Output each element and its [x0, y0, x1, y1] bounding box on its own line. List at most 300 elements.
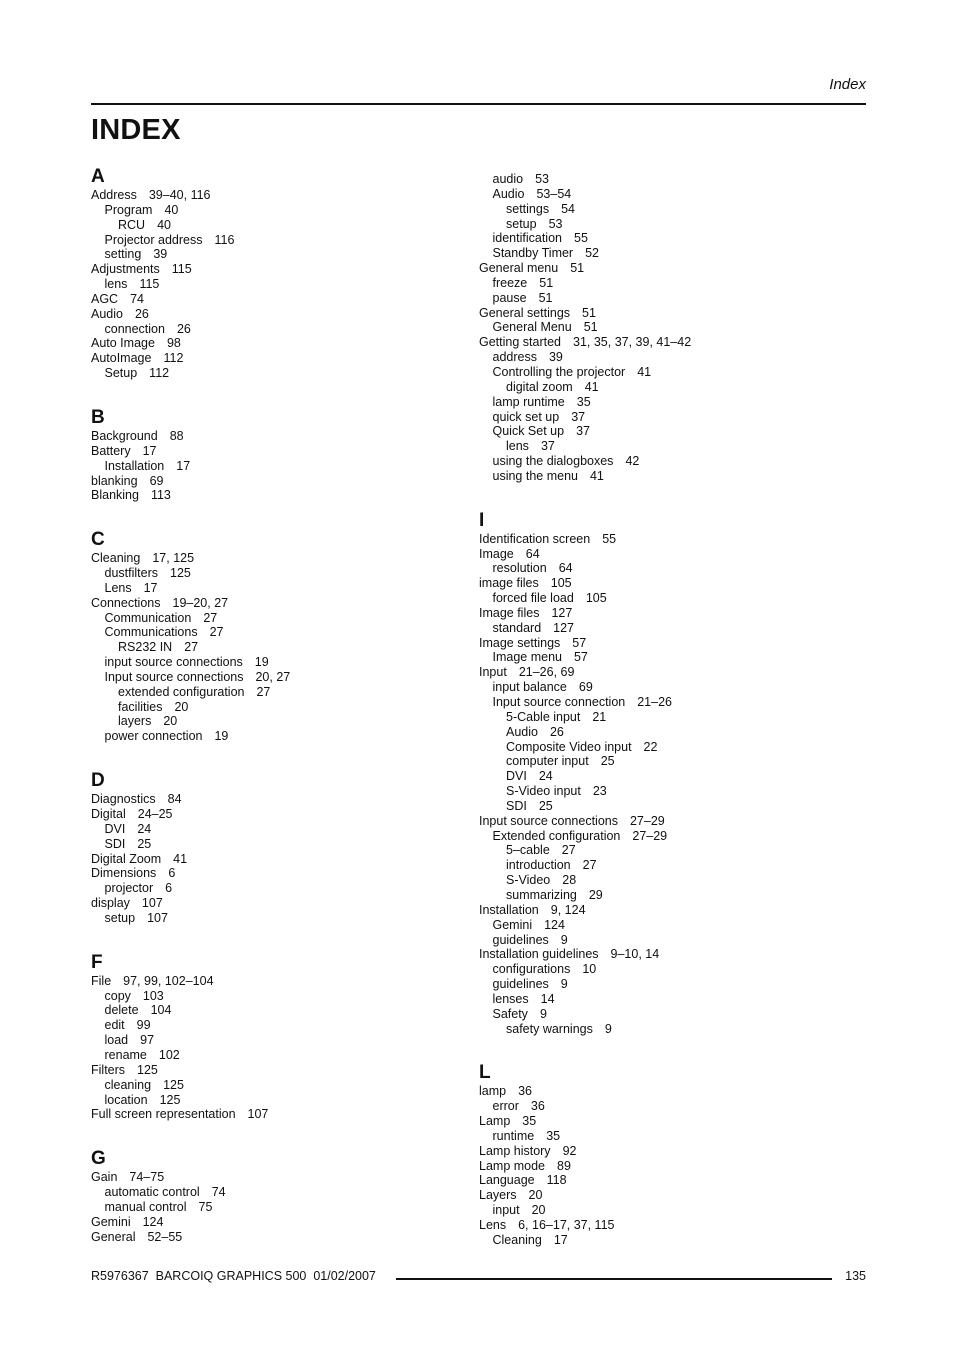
- index-term: lamp: [479, 1084, 507, 1099]
- index-term: Identification screen: [479, 531, 591, 546]
- index-entry: [479, 532, 849, 547]
- index-letter-heading: G: [91, 1148, 106, 1170]
- index-pages: 39: [153, 247, 168, 262]
- index-term: DVI: [104, 821, 126, 836]
- index-pages: 41: [584, 379, 599, 394]
- index-term: automatic control: [104, 1185, 200, 1200]
- index-term: General Menu: [492, 320, 572, 335]
- index-pages: 25: [600, 754, 615, 769]
- index-pages: 53: [535, 172, 549, 186]
- index-entry: [479, 873, 849, 888]
- index-pages: 20: [174, 699, 189, 714]
- index-entry: [479, 636, 849, 651]
- index-term: Input source connection: [492, 695, 626, 709]
- index-pages: 35: [546, 1128, 561, 1143]
- index-entry: [479, 962, 849, 977]
- index-term: cleaning: [104, 1077, 152, 1092]
- index-entry: [91, 566, 461, 581]
- index-pages: 17: [142, 443, 157, 458]
- index-entry: [479, 1099, 849, 1114]
- index-entry: [91, 1185, 461, 1200]
- index-pages: 124: [142, 1214, 164, 1229]
- index-pages: 51: [583, 320, 598, 335]
- index-term: S-Video input: [506, 784, 581, 799]
- index-term: Image files: [479, 605, 540, 620]
- index-term: Audio: [91, 306, 123, 321]
- index-pages: 102: [158, 1047, 180, 1062]
- index-pages: 20: [163, 714, 178, 729]
- index-pages: 52–55: [147, 1229, 183, 1244]
- index-term: configurations: [492, 962, 571, 977]
- index-entry: [91, 1078, 461, 1093]
- index-pages: 21: [592, 709, 607, 724]
- index-term: pause: [492, 290, 527, 305]
- index-entry: [91, 366, 461, 381]
- index-letter-heading: D: [91, 770, 105, 792]
- index-pages: 69: [578, 680, 593, 695]
- index-pages: 20: [531, 1203, 546, 1218]
- index-term: address: [492, 350, 537, 365]
- index-entry: [479, 858, 849, 873]
- index-term: Address: [91, 188, 137, 202]
- page-number: 135: [845, 1269, 866, 1283]
- index-entry: [479, 380, 849, 395]
- index-term: Dimensions: [91, 866, 157, 881]
- index-entry: [91, 247, 461, 262]
- index-pages: 26: [176, 321, 191, 336]
- section-gap: [91, 503, 461, 529]
- index-term: standard: [492, 620, 542, 635]
- index-term: Lamp: [479, 1114, 511, 1129]
- index-column-left: [91, 166, 461, 1244]
- index-entry: [479, 799, 849, 814]
- index-term: setup: [104, 910, 136, 925]
- index-pages: 39: [548, 350, 563, 365]
- index-pages: 27: [209, 625, 224, 640]
- index-entry: [91, 670, 461, 685]
- index-term: input balance: [492, 680, 567, 695]
- index-term: Gemini: [492, 917, 533, 932]
- index-term: setting: [104, 247, 142, 262]
- index-term: Connections: [91, 595, 161, 610]
- index-pages: 27–29: [629, 813, 665, 828]
- index-pages: 107: [147, 910, 168, 925]
- index-term: delete: [104, 1003, 139, 1018]
- index-pages: 115: [171, 262, 192, 277]
- index-term: File: [91, 973, 112, 988]
- index-term: Image settings: [479, 635, 561, 650]
- index-term: using the dialogboxes: [492, 454, 614, 469]
- index-term: image files: [479, 576, 539, 591]
- index-term: computer input: [506, 754, 589, 769]
- index-pages: 6: [168, 866, 176, 881]
- index-pages: 118: [546, 1173, 567, 1188]
- index-pages: 17: [553, 1232, 568, 1247]
- index-letter-heading: I: [479, 509, 485, 531]
- index-entry: [479, 1173, 849, 1188]
- index-pages: 125: [137, 1062, 158, 1077]
- index-pages: 36: [518, 1084, 532, 1099]
- index-entry: [91, 351, 461, 366]
- index-pages: 125: [159, 1092, 181, 1107]
- index-pages: 25: [137, 836, 152, 851]
- index-entry: [91, 307, 461, 322]
- index-pages: 69: [149, 473, 164, 488]
- index-entry: [479, 1218, 849, 1233]
- index-term: Lamp mode: [479, 1158, 546, 1173]
- index-pages: 88: [169, 428, 184, 443]
- index-pages: 28: [562, 873, 577, 888]
- index-term: Audio: [506, 724, 538, 739]
- index-term: Quick Set up: [492, 424, 565, 439]
- index-term: Installation: [479, 902, 539, 917]
- index-term: SDI: [506, 798, 527, 813]
- index-pages: 17: [176, 458, 191, 473]
- index-pages: 9–10, 14: [610, 947, 660, 962]
- index-term: safety warnings: [506, 1021, 593, 1036]
- index-entry: [91, 625, 461, 640]
- section-gap: [91, 926, 461, 952]
- index-entry: [479, 947, 849, 962]
- index-pages: 51: [539, 275, 554, 290]
- index-pages: 24–25: [137, 807, 173, 821]
- index-letter-heading: B: [91, 406, 105, 428]
- index-term: guidelines: [492, 977, 549, 992]
- index-term: Setup: [104, 366, 138, 381]
- index-term: Controlling the projector: [492, 364, 626, 379]
- index-entry: [479, 695, 849, 710]
- index-pages: 112: [149, 366, 170, 381]
- index-entry: [91, 459, 461, 474]
- index-pages: 51: [570, 261, 585, 276]
- index-entry: [91, 1003, 461, 1018]
- running-head: Index: [829, 76, 866, 93]
- index-entry: [479, 665, 849, 680]
- index-term: settings: [506, 201, 550, 216]
- index-pages: 112: [163, 351, 184, 366]
- index-entry: [91, 714, 461, 729]
- index-term: using the menu: [492, 468, 578, 483]
- index-pages: 57: [572, 635, 587, 650]
- index-entry: [479, 231, 849, 246]
- index-term: General: [91, 1229, 136, 1244]
- index-entry: [479, 276, 849, 291]
- index-entry: [91, 1107, 461, 1122]
- index-pages: 55: [602, 531, 617, 546]
- index-column-right: [479, 172, 849, 1248]
- index-pages: 40: [164, 202, 179, 217]
- index-entry: [91, 729, 461, 744]
- index-pages: 23: [592, 784, 607, 799]
- index-pages: 64: [525, 546, 540, 561]
- index-entry: [479, 829, 849, 844]
- index-pages: 105: [585, 591, 607, 606]
- index-entry: [91, 596, 461, 611]
- index-entry: [91, 581, 461, 596]
- index-entry: [479, 395, 849, 410]
- index-pages: 6, 16–17, 37, 115: [518, 1218, 615, 1232]
- index-pages: 92: [562, 1143, 577, 1158]
- index-pages: 27–29: [632, 828, 668, 843]
- index-entry: [91, 1215, 461, 1230]
- index-pages: 107: [141, 896, 163, 911]
- index-entry: [91, 322, 461, 337]
- index-pages: 54: [561, 201, 575, 216]
- index-pages: 39–40, 116: [148, 188, 211, 202]
- index-entry: [91, 444, 461, 459]
- index-pages: 51: [582, 305, 596, 320]
- index-term: Extended configuration: [492, 828, 621, 843]
- index-entry: [479, 591, 849, 606]
- index-term: AutoImage: [91, 351, 152, 366]
- index-pages: 14: [540, 991, 555, 1006]
- index-entry: [479, 576, 849, 591]
- index-term: lenses: [492, 991, 529, 1006]
- index-term: extended configuration: [118, 684, 245, 699]
- index-entry: [91, 203, 461, 218]
- index-entry: [91, 1093, 461, 1108]
- index-term: Gain: [91, 1170, 118, 1185]
- index-pages: 9: [604, 1021, 612, 1036]
- index-term: Projector address: [104, 232, 203, 247]
- index-entry: [91, 655, 461, 670]
- index-pages: 52: [585, 246, 599, 261]
- index-entry: [479, 606, 849, 621]
- index-pages: 35: [576, 394, 591, 409]
- index-term: Filters: [91, 1062, 126, 1077]
- section-gap: [91, 381, 461, 407]
- index-term: General menu: [479, 261, 559, 276]
- index-entry: [479, 1114, 849, 1129]
- index-term: setup: [506, 216, 537, 231]
- index-entry: [479, 784, 849, 799]
- index-entry: [91, 700, 461, 715]
- index-entry: [91, 685, 461, 700]
- index-entry: [91, 429, 461, 444]
- index-term: blanking: [91, 473, 138, 488]
- index-pages: 9: [560, 977, 568, 992]
- index-pages: 20: [528, 1188, 543, 1203]
- index-term: Communication: [104, 610, 192, 625]
- index-term: Digital Zoom: [91, 851, 162, 866]
- index-pages: 124: [544, 917, 565, 932]
- index-pages: 17: [143, 580, 158, 595]
- index-entry: [91, 611, 461, 626]
- index-entry: [479, 992, 849, 1007]
- index-pages: 74: [211, 1185, 226, 1200]
- index-term: Getting started: [479, 335, 561, 350]
- index-term: S-Video: [506, 873, 551, 888]
- index-entry: [91, 1063, 461, 1078]
- index-term: SDI: [104, 836, 126, 851]
- header-rule: [91, 103, 866, 105]
- index-term: Image menu: [492, 650, 562, 665]
- index-entry: [479, 621, 849, 636]
- index-pages: 20, 27: [255, 669, 291, 684]
- index-term: Composite Video input: [506, 739, 632, 754]
- index-pages: 27: [184, 640, 199, 655]
- index-entry: [91, 1170, 461, 1185]
- index-term: Language: [479, 1173, 535, 1188]
- index-entry: [479, 424, 849, 439]
- index-term: General settings: [479, 305, 571, 320]
- index-term: runtime: [492, 1128, 535, 1143]
- index-term: audio: [492, 172, 524, 186]
- index-term: Auto Image: [91, 336, 155, 351]
- index-entry: [91, 551, 461, 566]
- index-pages: 9: [560, 932, 568, 947]
- index-entry: [479, 261, 849, 276]
- index-letter-heading: F: [91, 951, 103, 973]
- index-term: Background: [91, 428, 158, 443]
- index-entry: [479, 410, 849, 425]
- index-entry: [91, 640, 461, 655]
- index-pages: 97, 99, 102–104: [123, 973, 214, 988]
- index-entry: [479, 187, 849, 202]
- index-pages: 75: [198, 1199, 213, 1214]
- index-pages: 36: [530, 1099, 545, 1114]
- index-letter-heading: A: [91, 166, 105, 187]
- index-term: connection: [104, 321, 165, 336]
- index-term: location: [104, 1092, 148, 1107]
- index-entry: [479, 291, 849, 306]
- index-pages: 57: [573, 650, 588, 665]
- index-pages: 125: [163, 1077, 184, 1092]
- section-gap: [479, 1036, 849, 1062]
- index-term: freeze: [492, 275, 528, 290]
- index-entry: [91, 474, 461, 489]
- index-term: dustfilters: [104, 566, 158, 581]
- index-pages: 115: [139, 277, 160, 292]
- index-pages: 41: [637, 364, 652, 379]
- index-entry: [91, 837, 461, 852]
- index-term: Safety: [492, 1006, 528, 1021]
- index-term: edit: [104, 1018, 125, 1033]
- index-term: load: [104, 1033, 129, 1048]
- index-entry: [91, 852, 461, 867]
- index-term: RCU: [118, 217, 146, 232]
- index-entry: [479, 977, 849, 992]
- index-term: Image: [479, 546, 514, 561]
- index-term: Installation: [104, 458, 165, 473]
- index-pages: 24: [538, 769, 553, 784]
- index-pages: 107: [247, 1107, 269, 1122]
- index-pages: 105: [550, 576, 572, 591]
- index-term: 5–cable: [506, 843, 550, 858]
- index-entry: [479, 1233, 849, 1248]
- index-term: Program: [104, 202, 153, 217]
- index-entry: [479, 903, 849, 918]
- index-term: Cleaning: [91, 551, 141, 566]
- index-term: AGC: [91, 291, 119, 306]
- index-pages: 42: [625, 454, 640, 469]
- index-entry: [479, 1084, 849, 1099]
- index-pages: 125: [170, 566, 191, 581]
- index-term: Lamp history: [479, 1143, 551, 1158]
- index-pages: 9: [539, 1006, 547, 1021]
- index-entry: [91, 989, 461, 1004]
- index-pages: 74–75: [129, 1170, 165, 1185]
- index-entry: [479, 439, 849, 454]
- index-term: Adjustments: [91, 262, 160, 277]
- index-pages: 31, 35, 37, 39, 41–42: [573, 335, 692, 350]
- index-entry: [91, 1200, 461, 1215]
- index-entry: [479, 561, 849, 576]
- index-entry: [479, 933, 849, 948]
- index-term: copy: [104, 988, 131, 1003]
- index-pages: 64: [558, 561, 573, 576]
- section-gap: [91, 1122, 461, 1148]
- index-term: Audio: [492, 186, 525, 201]
- index-term: guidelines: [492, 932, 549, 947]
- index-term: Input source connections: [104, 669, 244, 684]
- index-term: Full screen representation: [91, 1107, 236, 1122]
- index-pages: 27: [256, 684, 271, 699]
- index-pages: 22: [643, 739, 658, 754]
- index-pages: 35: [522, 1114, 537, 1129]
- index-term: display: [91, 896, 130, 911]
- index-pages: 29: [588, 887, 603, 902]
- index-pages: 37: [571, 409, 586, 424]
- section-gap: [479, 484, 849, 510]
- index-entry: [91, 822, 461, 837]
- index-entry: [479, 172, 849, 187]
- index-pages: 10: [582, 962, 597, 977]
- index-entry: [479, 1144, 849, 1159]
- index-entry: [479, 1022, 849, 1037]
- index-entry: [91, 292, 461, 307]
- index-entry: [91, 1230, 461, 1245]
- index-entry: [479, 888, 849, 903]
- index-pages: 113: [150, 488, 171, 503]
- index-pages: 116: [214, 232, 235, 247]
- index-term: resolution: [492, 561, 547, 576]
- index-entry: [479, 320, 849, 335]
- index-entry: [479, 725, 849, 740]
- index-entry: [479, 814, 849, 829]
- index-pages: 21–26, 69: [518, 665, 575, 680]
- index-pages: 41: [173, 851, 188, 866]
- index-pages: 89: [557, 1158, 571, 1173]
- index-pages: 53: [548, 216, 563, 231]
- section-gap: [91, 744, 461, 770]
- index-pages: 26: [134, 306, 149, 321]
- index-pages: 99: [136, 1018, 151, 1033]
- index-term: input source connections: [104, 655, 243, 670]
- index-entry: [479, 469, 849, 484]
- index-entry: [91, 233, 461, 248]
- index-term: Blanking: [91, 488, 139, 503]
- index-entry: [479, 350, 849, 365]
- index-pages: 37: [540, 439, 555, 454]
- index-entry: [479, 217, 849, 232]
- index-entry: [91, 792, 461, 807]
- index-pages: 127: [553, 620, 575, 635]
- index-term: identification: [492, 231, 562, 246]
- index-entry: [91, 218, 461, 233]
- index-term: rename: [104, 1047, 147, 1062]
- index-entry: [91, 896, 461, 911]
- index-pages: 40: [157, 217, 171, 232]
- index-pages: 24: [137, 821, 152, 836]
- index-entry: [91, 488, 461, 503]
- index-term: power connection: [104, 729, 203, 744]
- index-pages: 19: [214, 729, 229, 744]
- index-term: RS232 IN: [118, 640, 173, 655]
- index-term: error: [492, 1099, 519, 1114]
- index-pages: 97: [140, 1033, 155, 1048]
- index-term: manual control: [104, 1199, 187, 1214]
